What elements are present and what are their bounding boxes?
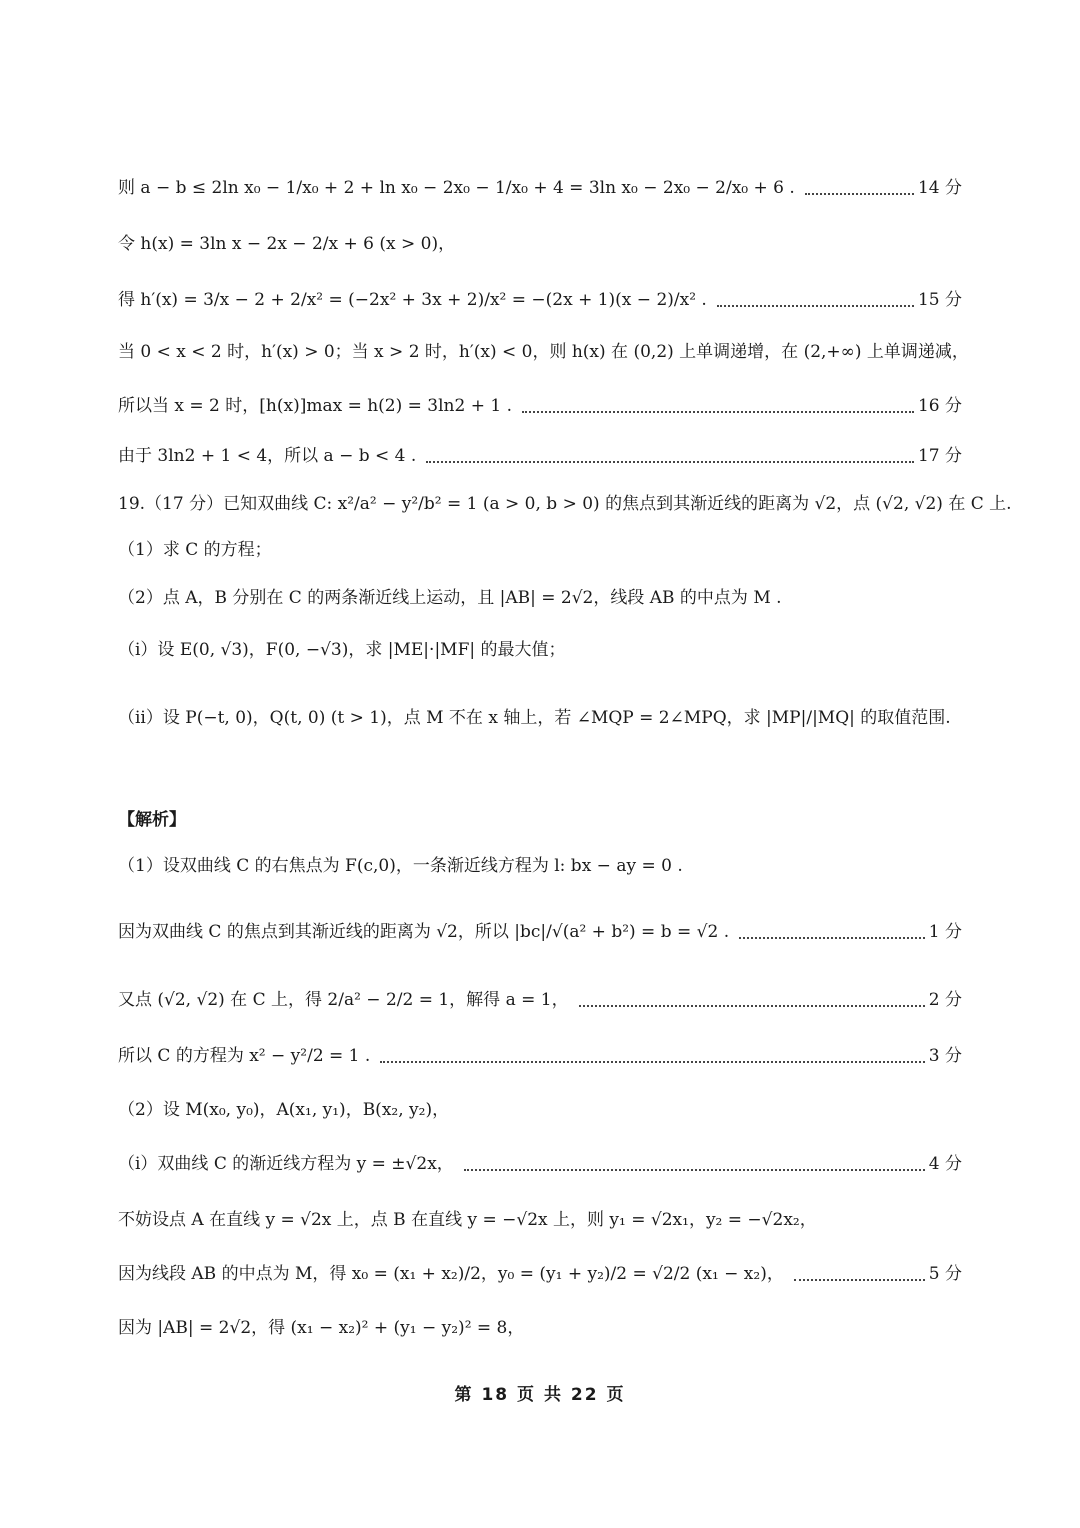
problem-19-stem: 19.（17 分）已知双曲线 C: x²/a² − y²/b² = 1 (a > 0, b > 0) 的焦点到其渐近线的距离为 √2，点 (√2, √2) 在 C 上.: [118, 494, 1012, 514]
leader-dots: [522, 411, 914, 413]
leader-dots: [805, 193, 914, 195]
score-label: 16 分: [917, 396, 962, 416]
score-label: 2 分: [928, 990, 962, 1010]
solution-line-define-h: 令 h(x) = 3ln x − 2x − 2/x + 6 (x > 0)，: [118, 234, 456, 254]
leader-dots: [739, 937, 925, 939]
leader-dots: [464, 1169, 925, 1171]
analysis-heading: 【解析】: [118, 810, 186, 830]
analysis-line-5: （2）设 M(x₀, y₀)，A(x₁, y₁)，B(x₂, y₂)，: [118, 1100, 450, 1120]
score-label: 14 分: [917, 178, 962, 198]
score-label: 4 分: [928, 1154, 962, 1174]
leader-dots: [380, 1061, 924, 1063]
problem-19-part2-ii: （ii）设 P(−t, 0)，Q(t, 0) (t > 1)，点 M 不在 x 轴上，若 ∠MQP = 2∠MPQ，求 |MP|/|MQ| 的取值范围.: [118, 708, 951, 728]
analysis-line-4: 所以 C 的方程为 x² − y²/2 = 1 . 3 分: [118, 1046, 962, 1066]
analysis-line-6: （i）双曲线 C 的渐近线方程为 y = ±√2x， 4 分: [118, 1154, 962, 1174]
analysis-line-8: 因为线段 AB 的中点为 M，得 x₀ = (x₁ + x₂)/2，y₀ = (y₁ + y₂)/2 = √2/2 (x₁ − x₂)， 5 分: [118, 1264, 962, 1284]
analysis-line-2: 因为双曲线 C 的焦点到其渐近线的距离为 √2，所以 |bc|/√(a² + b²) = b = √2 . 1 分: [118, 922, 962, 942]
score-label: 17 分: [917, 446, 962, 466]
solution-line-16: 所以当 x = 2 时，[h(x)]max = h(2) = 3ln2 + 1 . 16 分: [118, 396, 962, 416]
solution-line-14: 则 a − b ≤ 2ln x₀ − 1/x₀ + 2 + ln x₀ − 2x₀ − 1/x₀ + 4 = 3ln x₀ − 2x₀ − 2/x₀ + 6 . 14 分: [118, 178, 962, 198]
score-label: 1 分: [928, 922, 962, 942]
leader-dots: [794, 1279, 925, 1281]
analysis-line-9: 因为 |AB| = 2√2，得 (x₁ − x₂)² + (y₁ − y₂)² = 8，: [118, 1318, 525, 1338]
score-label: 15 分: [917, 290, 962, 310]
page-footer: 第 18 页 共 22 页: [454, 1385, 626, 1405]
analysis-line-7: 不妨设点 A 在直线 y = √2x 上，点 B 在直线 y = −√2x 上，则 y₁ = √2x₁，y₂ = −√2x₂，: [118, 1210, 817, 1230]
analysis-line-1: （1）设双曲线 C 的右焦点为 F(c,0)，一条渐近线方程为 l: bx − ay = 0 .: [118, 856, 683, 876]
solution-line-17: 由于 3ln2 + 1 < 4，所以 a − b < 4 . 17 分: [118, 446, 962, 466]
score-label: 3 分: [928, 1046, 962, 1066]
solution-line-monotonic: 当 0 < x < 2 时，h′(x) > 0；当 x > 2 时，h′(x) < 0，则 h(x) 在 (0,2) 上单调递增，在 (2,+∞) 上单调递减，: [118, 342, 969, 362]
problem-19-part1: （1）求 C 的方程；: [118, 540, 272, 560]
problem-19-part2-i: （i）设 E(0, √3)，F(0, −√3)，求 |ME|·|MF| 的最大值；: [118, 640, 566, 660]
analysis-line-3: 又点 (√2, √2) 在 C 上，得 2/a² − 2/2 = 1，解得 a = 1， 2 分: [118, 990, 962, 1010]
leader-dots: [426, 461, 914, 463]
solution-line-15: 得 h′(x) = 3/x − 2 + 2/x² = (−2x² + 3x + 2)/x² = −(2x + 1)(x − 2)/x² . 15 分: [118, 290, 962, 310]
score-label: 5 分: [928, 1264, 962, 1284]
leader-dots: [717, 305, 914, 307]
leader-dots: [579, 1005, 925, 1007]
problem-19-part2: （2）点 A，B 分别在 C 的两条渐近线上运动，且 |AB| = 2√2，线段 AB 的中点为 M .: [118, 588, 782, 608]
